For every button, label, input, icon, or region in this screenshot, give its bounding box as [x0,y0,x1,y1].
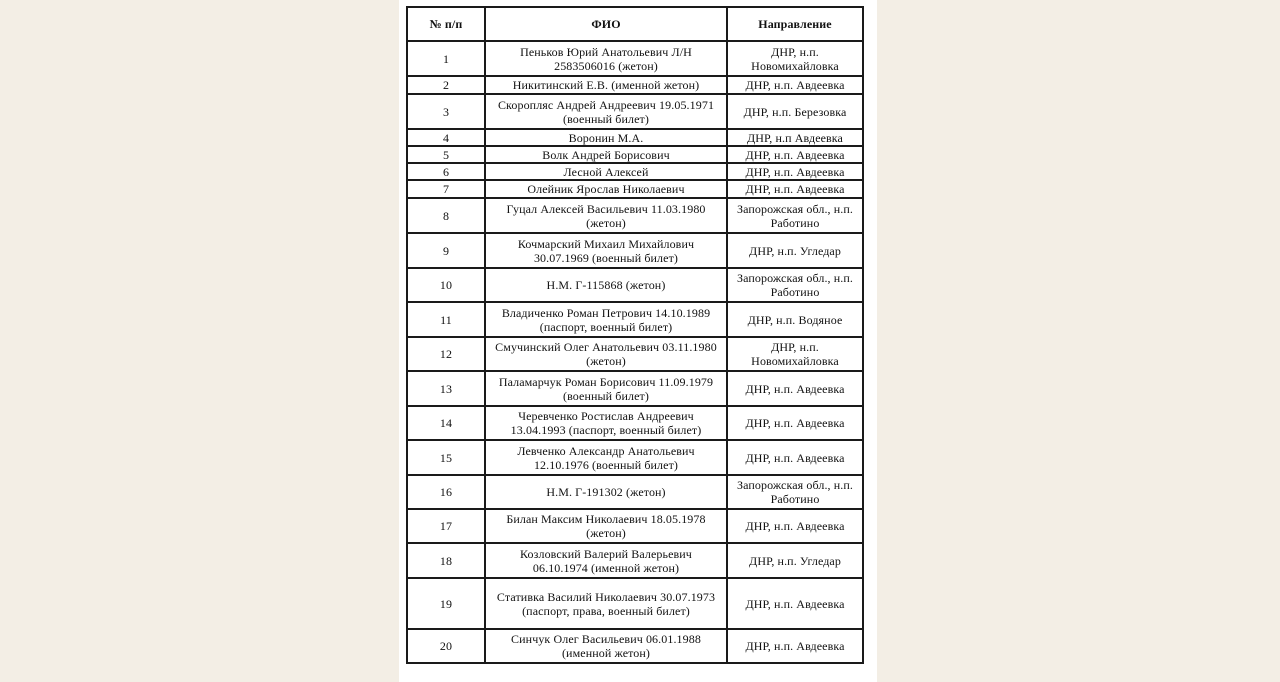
row-name: Паламарчук Роман Борисович 11.09.1979 (военный билет) [485,371,727,406]
table-row [407,406,863,440]
table-row [407,146,863,163]
row-name: Пеньков Юрий Анатольевич Л/Н 2583506016 (жетон) [485,41,727,76]
row-num: 13 [407,371,485,406]
table-row [407,371,863,406]
header-direction: Направление [727,7,863,41]
table-row [407,94,863,129]
row-direction: ДНР, н.п. Авдеевка [727,509,863,543]
table-row [407,129,863,146]
row-direction: ДНР, н.п. Угледар [727,233,863,268]
table-row [407,76,863,94]
row-num: 10 [407,268,485,302]
row-num: 1 [407,41,485,76]
row-direction: ДНР, н.п. Авдеевка [727,163,863,180]
row-name: Олейник Ярослав Николаевич [485,180,727,198]
row-name: Скоропляс Андрей Андреевич 19.05.1971 (военный билет) [485,94,727,129]
row-direction: ДНР, н.п. Авдеевка [727,440,863,475]
row-name: Никитинский Е.В. (именной жетон) [485,76,727,94]
row-num: 17 [407,509,485,543]
row-direction: ДНР, н.п. Новомихайловка [727,41,863,76]
row-name: Синчук Олег Васильевич 06.01.1988 (именной жетон) [485,629,727,663]
table-row [407,475,863,509]
row-num: 15 [407,440,485,475]
row-num: 14 [407,406,485,440]
row-num: 6 [407,163,485,180]
row-name: Кочмарский Михаил Михайлович 30.07.1969 (военный билет) [485,233,727,268]
table-row [407,629,863,663]
row-name: Смучинский Олег Анатольевич 03.11.1980 (жетон) [485,337,727,371]
table-row [407,163,863,180]
row-direction: ДНР, н.п. Угледар [727,543,863,578]
row-name: Лесной Алексей [485,163,727,180]
row-direction: ДНР, н.п. Новомихайловка [727,337,863,371]
casualty-table [406,6,864,664]
row-name: Левченко Александр Анатольевич 12.10.1976 (военный билет) [485,440,727,475]
table-row [407,180,863,198]
row-num: 20 [407,629,485,663]
row-name: Волк Андрей Борисович [485,146,727,163]
row-direction: Запорожская обл., н.п. Работино [727,268,863,302]
row-name: Владиченко Роман Петрович 14.10.1989 (паспорт, военный билет) [485,302,727,337]
row-name: Стативка Василий Николаевич 30.07.1973 (паспорт, права, военный билет) [485,578,727,629]
row-direction: ДНР, н.п. Березовка [727,94,863,129]
header-name: ФИО [485,7,727,41]
row-num: 8 [407,198,485,233]
row-name: Черевченко Ростислав Андреевич 13.04.1993 (паспорт, военный билет) [485,406,727,440]
row-num: 2 [407,76,485,94]
row-direction: ДНР, н.п. Авдеевка [727,146,863,163]
table-row [407,198,863,233]
header-num: № п/п [407,7,485,41]
row-name: Воронин М.А. [485,129,727,146]
row-direction: ДНР, н.п. Авдеевка [727,371,863,406]
row-direction: ДНР, н.п. Авдеевка [727,406,863,440]
table-row [407,509,863,543]
row-direction: ДНР, н.п. Водяное [727,302,863,337]
row-name: Козловский Валерий Валерьевич 06.10.1974 (именной жетон) [485,543,727,578]
table-row [407,268,863,302]
row-name: Гуцал Алексей Васильевич 11.03.1980 (жетон) [485,198,727,233]
row-num: 9 [407,233,485,268]
row-name: Билан Максим Николаевич 18.05.1978 (жетон) [485,509,727,543]
table-header-row [407,7,863,41]
table-row [407,578,863,629]
row-direction: ДНР, н.п Авдеевка [727,129,863,146]
row-direction: ДНР, н.п. Авдеевка [727,629,863,663]
row-num: 4 [407,129,485,146]
row-direction: ДНР, н.п. Авдеевка [727,578,863,629]
table-row [407,302,863,337]
table-row [407,41,863,76]
row-num: 3 [407,94,485,129]
row-name: Н.М. Г-115868 (жетон) [485,268,727,302]
table-row [407,337,863,371]
row-num: 11 [407,302,485,337]
table-row [407,440,863,475]
row-direction: ДНР, н.п. Авдеевка [727,76,863,94]
row-num: 16 [407,475,485,509]
row-num: 19 [407,578,485,629]
row-name: Н.М. Г-191302 (жетон) [485,475,727,509]
row-num: 18 [407,543,485,578]
row-direction: ДНР, н.п. Авдеевка [727,180,863,198]
row-num: 7 [407,180,485,198]
row-num: 12 [407,337,485,371]
table-row [407,233,863,268]
row-direction: Запорожская обл., н.п. Работино [727,198,863,233]
row-direction: Запорожская обл., н.п. Работино [727,475,863,509]
row-num: 5 [407,146,485,163]
table-row [407,543,863,578]
